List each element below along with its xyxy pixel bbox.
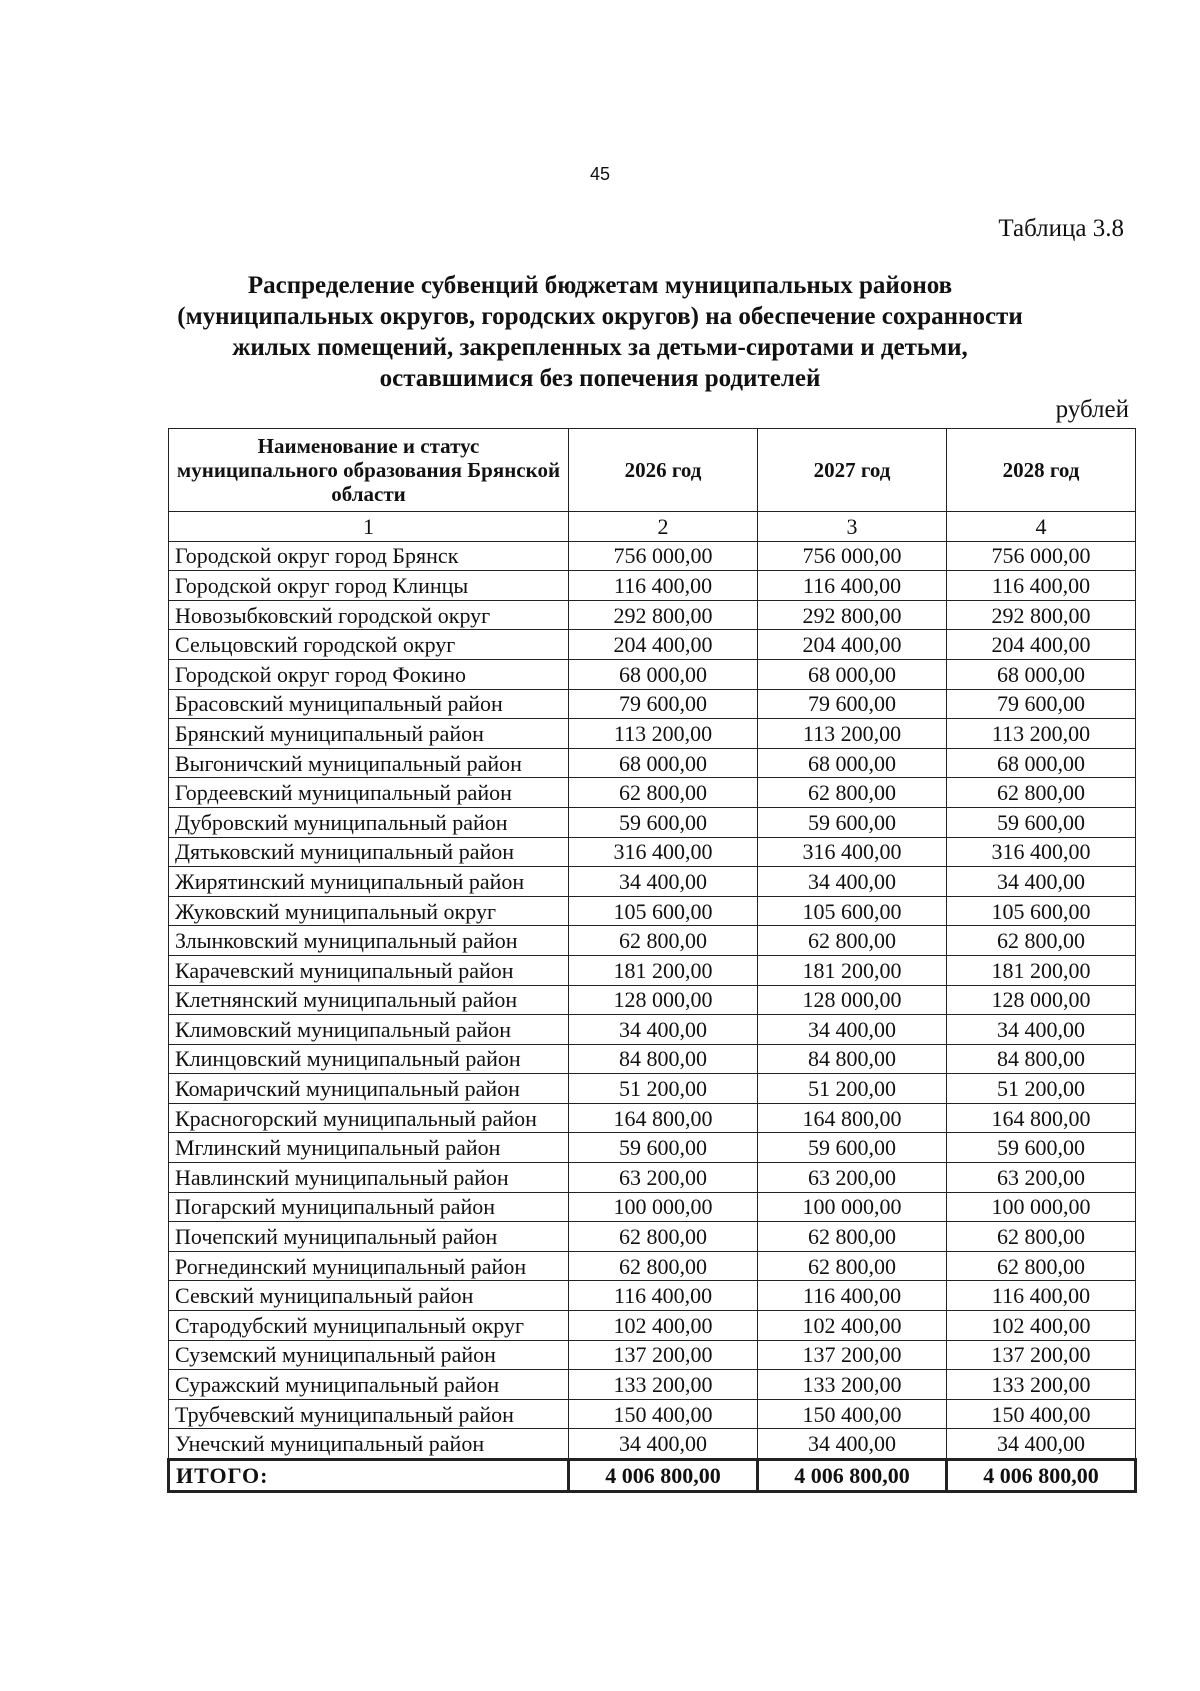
value-2026: 292 800,00 xyxy=(569,600,758,630)
value-2027: 116 400,00 xyxy=(758,571,947,601)
value-2028: 128 000,00 xyxy=(947,985,1136,1015)
value-2028: 34 400,00 xyxy=(947,1015,1136,1045)
value-2027: 34 400,00 xyxy=(758,1429,947,1460)
column-number: 4 xyxy=(947,512,1136,542)
value-2027: 68 000,00 xyxy=(758,659,947,689)
table-row xyxy=(169,630,1136,660)
value-2027: 34 400,00 xyxy=(758,867,947,897)
total-2028: 4 006 800,00 xyxy=(947,1460,1136,1492)
municipality-name: Жуковский муниципальный округ xyxy=(169,896,569,926)
value-2026: 181 200,00 xyxy=(569,955,758,985)
value-2028: 105 600,00 xyxy=(947,896,1136,926)
value-2028: 137 200,00 xyxy=(947,1340,1136,1370)
title-line-1: Распределение субвенций бюджетам муниципальных районов xyxy=(247,272,953,299)
document-title xyxy=(150,270,1050,394)
value-2027: 62 800,00 xyxy=(758,1251,947,1281)
value-2027: 59 600,00 xyxy=(758,807,947,837)
municipality-name: Трубчевский муниципальный район xyxy=(169,1399,569,1429)
column-number: 2 xyxy=(569,512,758,542)
value-2026: 51 200,00 xyxy=(569,1074,758,1104)
municipality-name: Жирятинский муниципальный район xyxy=(169,867,569,897)
value-2028: 68 000,00 xyxy=(947,748,1136,778)
municipality-name: Мглинский муниципальный район xyxy=(169,1133,569,1163)
municipality-name: Дубровский муниципальный район xyxy=(169,807,569,837)
value-2027: 150 400,00 xyxy=(758,1399,947,1429)
value-2028: 59 600,00 xyxy=(947,807,1136,837)
value-2028: 59 600,00 xyxy=(947,1133,1136,1163)
table-body xyxy=(169,541,1136,1459)
value-2028: 756 000,00 xyxy=(947,541,1136,571)
column-number: 1 xyxy=(169,512,569,542)
title-line-3: жилых помещений, закрепленных за детьми-сиротами и детьми, xyxy=(232,334,968,361)
value-2027: 68 000,00 xyxy=(758,748,947,778)
table-row xyxy=(169,807,1136,837)
value-2027: 51 200,00 xyxy=(758,1074,947,1104)
table-row xyxy=(169,1222,1136,1252)
municipality-name: Брянский муниципальный район xyxy=(169,719,569,749)
total-label: ИТОГО: xyxy=(169,1460,569,1492)
value-2026: 34 400,00 xyxy=(569,1015,758,1045)
value-2026: 102 400,00 xyxy=(569,1311,758,1341)
municipality-name: Городской округ город Брянск xyxy=(169,541,569,571)
value-2026: 164 800,00 xyxy=(569,1103,758,1133)
municipality-name: Погарский муниципальный район xyxy=(169,1192,569,1222)
value-2026: 68 000,00 xyxy=(569,659,758,689)
table-row xyxy=(169,1399,1136,1429)
value-2028: 100 000,00 xyxy=(947,1192,1136,1222)
table-row xyxy=(169,1281,1136,1311)
municipality-name: Городской округ город Клинцы xyxy=(169,571,569,601)
value-2026: 100 000,00 xyxy=(569,1192,758,1222)
table-label: Таблица 3.8 xyxy=(998,215,1124,242)
value-2026: 204 400,00 xyxy=(569,630,758,660)
municipality-name: Рогнединский муниципальный район xyxy=(169,1251,569,1281)
value-2028: 102 400,00 xyxy=(947,1311,1136,1341)
value-2028: 316 400,00 xyxy=(947,837,1136,867)
value-2027: 116 400,00 xyxy=(758,1281,947,1311)
value-2028: 116 400,00 xyxy=(947,571,1136,601)
value-2028: 63 200,00 xyxy=(947,1163,1136,1193)
table-row xyxy=(169,748,1136,778)
value-2027: 292 800,00 xyxy=(758,600,947,630)
table-row xyxy=(169,1340,1136,1370)
municipality-name: Злынковский муниципальный район xyxy=(169,926,569,956)
total-row xyxy=(169,1460,1136,1492)
municipality-name: Выгоничский муниципальный район xyxy=(169,748,569,778)
subventions-table xyxy=(167,428,1137,1493)
value-2027: 164 800,00 xyxy=(758,1103,947,1133)
municipality-name: Суражский муниципальный район xyxy=(169,1370,569,1400)
value-2027: 84 800,00 xyxy=(758,1044,947,1074)
value-2026: 756 000,00 xyxy=(569,541,758,571)
value-2028: 62 800,00 xyxy=(947,778,1136,808)
municipality-name: Сельцовский городской округ xyxy=(169,630,569,660)
municipality-name: Комаричский муниципальный район xyxy=(169,1074,569,1104)
table-row xyxy=(169,867,1136,897)
value-2028: 34 400,00 xyxy=(947,867,1136,897)
municipality-name: Клетнянский муниципальный район xyxy=(169,985,569,1015)
value-2026: 59 600,00 xyxy=(569,807,758,837)
value-2026: 62 800,00 xyxy=(569,778,758,808)
table-row xyxy=(169,1192,1136,1222)
value-2027: 62 800,00 xyxy=(758,1222,947,1252)
municipality-name: Городской округ город Фокино xyxy=(169,659,569,689)
municipality-name: Дятьковский муниципальный район xyxy=(169,837,569,867)
value-2028: 133 200,00 xyxy=(947,1370,1136,1400)
header-year-2028: 2028 год xyxy=(947,429,1136,512)
municipality-name: Клинцовский муниципальный район xyxy=(169,1044,569,1074)
municipality-name: Навлинский муниципальный район xyxy=(169,1163,569,1193)
table-row xyxy=(169,1015,1136,1045)
municipality-name: Унечский муниципальный район xyxy=(169,1429,569,1460)
value-2026: 150 400,00 xyxy=(569,1399,758,1429)
value-2026: 34 400,00 xyxy=(569,1429,758,1460)
value-2026: 62 800,00 xyxy=(569,926,758,956)
value-2027: 204 400,00 xyxy=(758,630,947,660)
municipality-name: Новозыбковский городской округ xyxy=(169,600,569,630)
value-2027: 79 600,00 xyxy=(758,689,947,719)
value-2028: 292 800,00 xyxy=(947,600,1136,630)
value-2027: 137 200,00 xyxy=(758,1340,947,1370)
value-2026: 128 000,00 xyxy=(569,985,758,1015)
municipality-name: Брасовский муниципальный район xyxy=(169,689,569,719)
table-row xyxy=(169,926,1136,956)
value-2028: 34 400,00 xyxy=(947,1429,1136,1460)
value-2027: 181 200,00 xyxy=(758,955,947,985)
table-row xyxy=(169,689,1136,719)
municipality-name: Суземский муниципальный район xyxy=(169,1340,569,1370)
value-2027: 34 400,00 xyxy=(758,1015,947,1045)
value-2026: 79 600,00 xyxy=(569,689,758,719)
value-2028: 68 000,00 xyxy=(947,659,1136,689)
table-row xyxy=(169,955,1136,985)
title-line-4: оставшимися без попечения родителей xyxy=(379,365,821,392)
value-2026: 116 400,00 xyxy=(569,1281,758,1311)
table-row xyxy=(169,1074,1136,1104)
value-2027: 62 800,00 xyxy=(758,926,947,956)
value-2028: 150 400,00 xyxy=(947,1399,1136,1429)
header-municipality-name: Наименование и статус муниципального образования Брянской области xyxy=(169,429,569,512)
table-row xyxy=(169,896,1136,926)
value-2027: 756 000,00 xyxy=(758,541,947,571)
value-2026: 59 600,00 xyxy=(569,1133,758,1163)
table-row xyxy=(169,1044,1136,1074)
municipality-name: Стародубский муниципальный округ xyxy=(169,1311,569,1341)
value-2026: 68 000,00 xyxy=(569,748,758,778)
value-2027: 133 200,00 xyxy=(758,1370,947,1400)
municipality-name: Красногорский муниципальный район xyxy=(169,1103,569,1133)
municipality-name: Гордеевский муниципальный район xyxy=(169,778,569,808)
table-row xyxy=(169,600,1136,630)
table-row xyxy=(169,1311,1136,1341)
table-row xyxy=(169,541,1136,571)
value-2026: 62 800,00 xyxy=(569,1222,758,1252)
value-2028: 84 800,00 xyxy=(947,1044,1136,1074)
value-2026: 316 400,00 xyxy=(569,837,758,867)
value-2027: 316 400,00 xyxy=(758,837,947,867)
value-2028: 164 800,00 xyxy=(947,1103,1136,1133)
table-row xyxy=(169,1251,1136,1281)
value-2028: 51 200,00 xyxy=(947,1074,1136,1104)
value-2027: 105 600,00 xyxy=(758,896,947,926)
value-2027: 102 400,00 xyxy=(758,1311,947,1341)
table-row xyxy=(169,659,1136,689)
value-2026: 137 200,00 xyxy=(569,1340,758,1370)
table-row xyxy=(169,1133,1136,1163)
value-2026: 34 400,00 xyxy=(569,867,758,897)
value-2028: 113 200,00 xyxy=(947,719,1136,749)
table-row xyxy=(169,778,1136,808)
value-2026: 113 200,00 xyxy=(569,719,758,749)
title-line-2: (муниципальных округов, городских округов) на обеспечение сохранности xyxy=(177,303,1023,330)
total-2027: 4 006 800,00 xyxy=(758,1460,947,1492)
value-2026: 63 200,00 xyxy=(569,1163,758,1193)
value-2027: 113 200,00 xyxy=(758,719,947,749)
table-row xyxy=(169,1163,1136,1193)
value-2027: 128 000,00 xyxy=(758,985,947,1015)
table-row xyxy=(169,837,1136,867)
units-label: рублей xyxy=(1055,396,1129,423)
table-row xyxy=(169,719,1136,749)
total-2026: 4 006 800,00 xyxy=(569,1460,758,1492)
column-number: 3 xyxy=(758,512,947,542)
municipality-name: Климовский муниципальный район xyxy=(169,1015,569,1045)
value-2028: 62 800,00 xyxy=(947,926,1136,956)
value-2026: 62 800,00 xyxy=(569,1251,758,1281)
value-2027: 59 600,00 xyxy=(758,1133,947,1163)
value-2026: 84 800,00 xyxy=(569,1044,758,1074)
table-row xyxy=(169,1103,1136,1133)
value-2026: 105 600,00 xyxy=(569,896,758,926)
value-2027: 62 800,00 xyxy=(758,778,947,808)
table-row xyxy=(169,1429,1136,1460)
value-2028: 116 400,00 xyxy=(947,1281,1136,1311)
table-row xyxy=(169,1370,1136,1400)
value-2028: 62 800,00 xyxy=(947,1222,1136,1252)
value-2028: 204 400,00 xyxy=(947,630,1136,660)
value-2026: 133 200,00 xyxy=(569,1370,758,1400)
value-2026: 116 400,00 xyxy=(569,571,758,601)
table-header-row xyxy=(169,429,1136,512)
municipality-name: Севский муниципальный район xyxy=(169,1281,569,1311)
value-2028: 62 800,00 xyxy=(947,1251,1136,1281)
value-2028: 181 200,00 xyxy=(947,955,1136,985)
municipality-name: Карачевский муниципальный район xyxy=(169,955,569,985)
header-year-2027: 2027 год xyxy=(758,429,947,512)
header-year-2026: 2026 год xyxy=(569,429,758,512)
column-number-row xyxy=(169,512,1136,542)
page-number: 45 xyxy=(589,164,611,184)
value-2027: 63 200,00 xyxy=(758,1163,947,1193)
table-row xyxy=(169,985,1136,1015)
value-2027: 100 000,00 xyxy=(758,1192,947,1222)
value-2028: 79 600,00 xyxy=(947,689,1136,719)
table-row xyxy=(169,571,1136,601)
municipality-name: Почепский муниципальный район xyxy=(169,1222,569,1252)
